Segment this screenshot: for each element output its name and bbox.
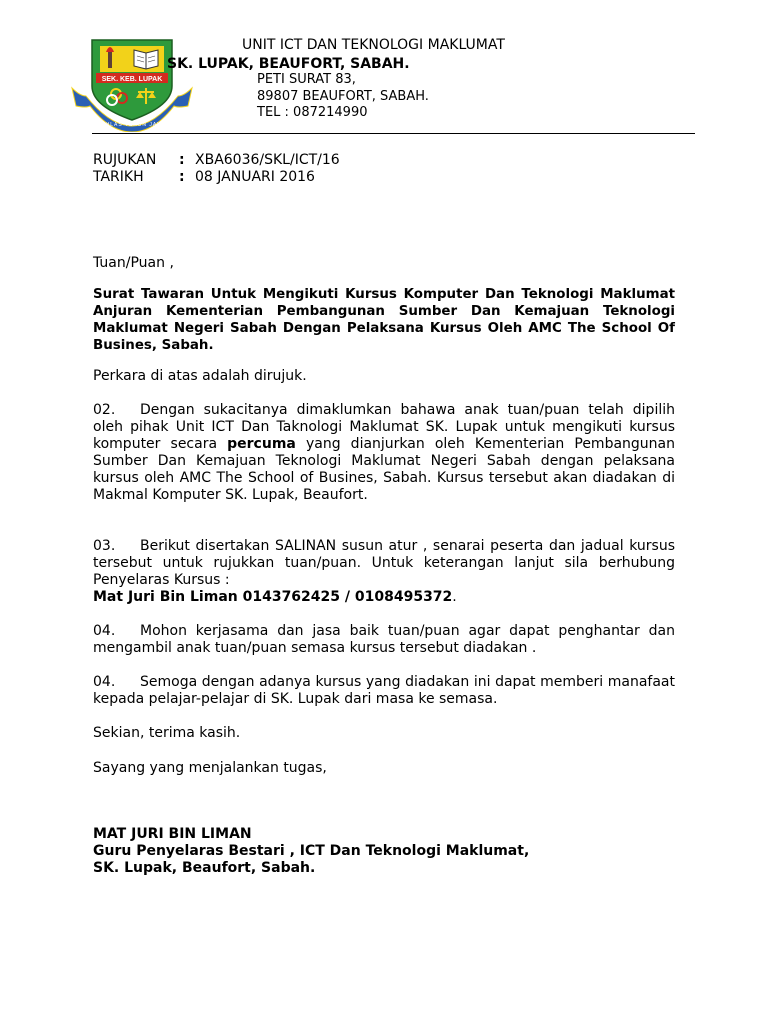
- paragraph-text: Dengan sukacitanya dimaklumkan bahawa anak tuan/puan telah dipilih oleh pihak Unit ICT Dan Taknologi Maklumat SK. Lupak untuk mengikuti kursus komputer secara: [93, 402, 675, 452]
- letterhead-unit: UNIT ICT DAN TEKNOLOGI MAKLUMAT: [242, 37, 505, 53]
- paragraph-number: 03.: [93, 538, 116, 554]
- date-label: TARIKH: [93, 169, 144, 185]
- intro-paragraph: Perkara di atas adalah dirujuk.: [93, 368, 307, 384]
- reference-value: XBA6036/SKL/ICT/16: [195, 152, 340, 168]
- letterhead-postbox: PETI SURAT 83,: [257, 72, 356, 87]
- paragraph-02: [93, 402, 675, 503]
- closing-thanks: Sekian, terima kasih.: [93, 725, 241, 741]
- paragraph-number: 04.: [93, 623, 116, 639]
- emphasis-text: percuma: [227, 435, 296, 452]
- letterhead-phone: TEL : 087214990: [257, 105, 368, 120]
- header-divider: [92, 133, 695, 134]
- crest-banner-text: SEK. KEB. LUPAK: [101, 76, 163, 83]
- paragraph-text: yang dianjurkan oleh Kementerian Pembangunan Sumber Dan Kemajuan Teknologi Maklumat Negeri Sabah dengan pelaksana kursus oleh AMC The School of Busines, Sabah. Kursus tersebut akan diadakan di Makmal Komputer SK. Lupak, Beaufort.: [93, 435, 675, 503]
- book-icon: [134, 50, 158, 69]
- contact-end: .: [452, 588, 457, 605]
- paragraph-text: Mohon kerjasama dan jasa baik tuan/puan agar dapat penghantar dan mengambil anak tuan/puan semasa kursus tersebut diadakan .: [93, 623, 675, 656]
- date-separator: :: [179, 169, 185, 185]
- signatory-name: MAT JURI BIN LIMAN: [93, 826, 252, 842]
- paragraph-text: Semoga dengan adanya kursus yang diadakan ini dapat memberi manafaat kepada pelajar-pelajar di SK. Lupak dari masa ke semasa.: [93, 674, 675, 707]
- paragraph-number: 02.: [93, 402, 116, 418]
- contact-person: Mat Juri Bin Liman 0143762425 / 0108495372: [93, 588, 453, 605]
- paragraph-number: 04.: [93, 674, 116, 690]
- letterhead-school: SK. LUPAK, BEAUFORT, SABAH.: [167, 56, 410, 72]
- reference-label: RUJUKAN: [93, 152, 157, 168]
- reference-separator: :: [179, 152, 185, 168]
- closing-remark: Sayang yang menjalankan tugas,: [93, 760, 327, 776]
- date-value: 08 JANUARI 2016: [195, 169, 315, 185]
- letter-subject: Surat Tawaran Untuk Mengikuti Kursus Komputer Dan Teknologi Maklumat Anjuran Kementerian Pembangunan Sumber Dan Kemajuan Teknologi Maklumat Negeri Sabah Dengan Pelaksana Kursus Oleh AMC The School Of Busines, Sabah.: [93, 287, 675, 353]
- salutation: Tuan/Puan ,: [93, 255, 174, 271]
- paragraph-text: Berikut disertakan SALINAN susun atur , senarai peserta dan jadual kursus tersebut untuk rujukkan tuan/puan. Untuk keterangan lanjut sila berhubung Penyelaras Kursus :: [93, 538, 675, 588]
- crest-motto-text: IKHLAS TEKUN JAYA: [98, 122, 166, 128]
- paragraph-03: [93, 538, 675, 606]
- letterhead-postcode: 89807 BEAUFORT, SABAH.: [257, 89, 429, 104]
- school-crest-logo: [70, 34, 194, 132]
- reference-row: [93, 152, 340, 169]
- signatory-title: Guru Penyelaras Bestari , ICT Dan Teknologi Maklumat,: [93, 843, 530, 859]
- date-row: [93, 169, 315, 186]
- signatory-place: SK. Lupak, Beaufort, Sabah.: [93, 860, 316, 876]
- paragraph-05: [93, 674, 675, 708]
- paragraph-04: [93, 623, 675, 657]
